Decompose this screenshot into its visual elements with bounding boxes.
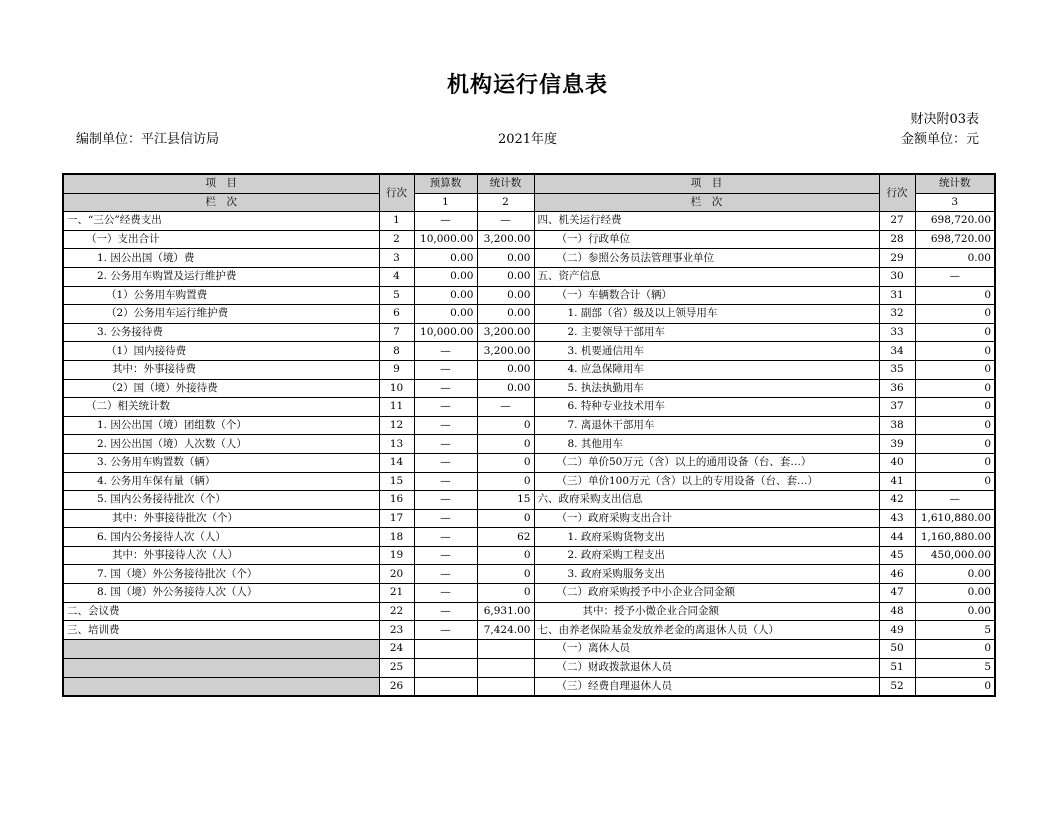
right-stat-value: — (915, 491, 995, 510)
right-stat-value: 5 (915, 621, 995, 640)
table-row (63, 677, 995, 696)
left-line-number: 25 (379, 658, 414, 677)
fiscal-year: 2021年度 (497, 132, 558, 147)
right-item-label: 3. 政府采购服务支出 (534, 565, 879, 584)
header-item-right: 项 目 (534, 174, 879, 193)
right-stat-value: 0 (915, 323, 995, 342)
left-line-number: 20 (379, 565, 414, 584)
left-line-number: 4 (379, 267, 414, 286)
left-item-label (63, 658, 379, 677)
stat-value (477, 639, 534, 658)
stat-value: 0 (477, 584, 534, 603)
budget-value: — (414, 602, 477, 621)
right-line-number: 44 (879, 528, 915, 547)
lan-ci-right: 栏 次 (534, 193, 879, 212)
left-item-label: 3. 公务接待费 (63, 323, 379, 342)
budget-value: 0.00 (414, 249, 477, 268)
right-stat-value: 0.00 (915, 602, 995, 621)
right-line-number: 29 (879, 249, 915, 268)
right-stat-value: 0 (915, 472, 995, 491)
table-row (63, 453, 995, 472)
right-item-label: （一）离休人员 (534, 639, 879, 658)
table-row (63, 546, 995, 565)
left-line-number: 6 (379, 305, 414, 324)
left-item-label: 1. 因公出国（境）团组数（个） (63, 416, 379, 435)
budget-value: 0.00 (414, 305, 477, 324)
right-stat-value: 0 (915, 398, 995, 417)
budget-value: — (414, 379, 477, 398)
right-stat-value: — (915, 267, 995, 286)
right-stat-value: 0 (915, 360, 995, 379)
header-hang-ci-right: 行次 (879, 174, 915, 212)
stat-value: 0 (477, 509, 534, 528)
table-row (63, 565, 995, 584)
right-stat-value: 0 (915, 416, 995, 435)
stat-value: 0 (477, 435, 534, 454)
left-line-number: 23 (379, 621, 414, 640)
table-row (63, 360, 995, 379)
budget-value: — (414, 416, 477, 435)
left-item-label: 三、培训费 (63, 621, 379, 640)
table-row (63, 621, 995, 640)
right-line-number: 52 (879, 677, 915, 696)
right-line-number: 33 (879, 323, 915, 342)
stat-value (477, 658, 534, 677)
left-item-label: 5. 国内公务接待批次（个） (63, 491, 379, 510)
right-item-label: 5. 执法执勤用车 (534, 379, 879, 398)
right-line-number: 42 (879, 491, 915, 510)
left-line-number: 16 (379, 491, 414, 510)
right-line-number: 32 (879, 305, 915, 324)
right-item-label: （一）车辆数合计（辆） (534, 286, 879, 305)
right-line-number: 37 (879, 398, 915, 417)
stat-value: 0.00 (477, 286, 534, 305)
budget-value: 0.00 (414, 267, 477, 286)
left-item-label: 一、“三公”经费支出 (63, 212, 379, 231)
right-item-label: 2. 政府采购工程支出 (534, 546, 879, 565)
right-item-label: （二）单价50万元（含）以上的通用设备（台、套…） (534, 453, 879, 472)
lan-ci-left: 栏 次 (63, 193, 379, 212)
left-line-number: 26 (379, 677, 414, 696)
table-row (63, 658, 995, 677)
left-item-label: 其中：外事接待人次（人） (63, 546, 379, 565)
right-stat-value: 0 (915, 342, 995, 361)
right-stat-value: 450,000.00 (915, 546, 995, 565)
left-item-label: （1）国内接待费 (63, 342, 379, 361)
table-row (63, 528, 995, 547)
left-item-label: 其中：外事接待批次（个） (63, 509, 379, 528)
left-line-number: 14 (379, 453, 414, 472)
header-budget: 预算数 (414, 174, 477, 193)
right-item-label: 7. 离退休干部用车 (534, 416, 879, 435)
budget-value: — (414, 546, 477, 565)
right-stat-value: 0 (915, 305, 995, 324)
left-item-label: 4. 公务用车保有量（辆） (63, 472, 379, 491)
right-line-number: 45 (879, 546, 915, 565)
table-row (63, 398, 995, 417)
right-stat-value: 698,720.00 (915, 212, 995, 231)
right-item-label: （一）政府采购支出合计 (534, 509, 879, 528)
right-stat-value: 5 (915, 658, 995, 677)
right-line-number: 46 (879, 565, 915, 584)
right-item-label: （二）参照公务员法管理事业单位 (534, 249, 879, 268)
left-line-number: 17 (379, 509, 414, 528)
left-item-label: （2）国（境）外接待费 (63, 379, 379, 398)
right-line-number: 50 (879, 639, 915, 658)
col-index-3: 3 (915, 193, 995, 212)
table-row (63, 230, 995, 249)
table-row (63, 267, 995, 286)
budget-value: 0.00 (414, 286, 477, 305)
right-stat-value: 0.00 (915, 249, 995, 268)
budget-value: — (414, 360, 477, 379)
left-item-label: 8. 国（境）外公务接待人次（人） (63, 584, 379, 603)
compiling-unit: 编制单位：平江县信访局 (76, 132, 220, 147)
left-item-label: 1. 因公出国（境）费 (63, 249, 379, 268)
budget-value (414, 677, 477, 696)
left-line-number: 19 (379, 546, 414, 565)
table-row (63, 286, 995, 305)
table-row (63, 491, 995, 510)
stat-value: 0.00 (477, 379, 534, 398)
right-line-number: 30 (879, 267, 915, 286)
right-line-number: 35 (879, 360, 915, 379)
left-item-label: 7. 国（境）外公务接待批次（个） (63, 565, 379, 584)
stat-value: 0.00 (477, 249, 534, 268)
left-line-number: 5 (379, 286, 414, 305)
left-item-label: 3. 公务用车购置数（辆） (63, 453, 379, 472)
stat-value: 62 (477, 528, 534, 547)
budget-value: 10,000.00 (414, 323, 477, 342)
left-item-label: （2）公务用车运行维护费 (63, 305, 379, 324)
right-item-label: （三）单价100万元（含）以上的专用设备（台、套…） (534, 472, 879, 491)
left-item-label: 2. 公务用车购置及运行维护费 (63, 267, 379, 286)
right-item-label: （三）经费自理退休人员 (534, 677, 879, 696)
budget-value: — (414, 472, 477, 491)
header-stat: 统计数 (477, 174, 534, 193)
table-row (63, 509, 995, 528)
right-stat-value: 0.00 (915, 565, 995, 584)
right-line-number: 28 (879, 230, 915, 249)
header-row (63, 174, 995, 193)
table-row (63, 639, 995, 658)
left-line-number: 22 (379, 602, 414, 621)
stat-value: 0 (477, 416, 534, 435)
left-line-number: 15 (379, 472, 414, 491)
right-line-number: 49 (879, 621, 915, 640)
right-stat-value: 0 (915, 286, 995, 305)
left-item-label (63, 677, 379, 696)
stat-value (477, 677, 534, 696)
report-title: 机构运行信息表 (446, 72, 608, 98)
left-item-label: 6. 国内公务接待人次（人） (63, 528, 379, 547)
stat-value: 3,200.00 (477, 230, 534, 249)
right-stat-value: 698,720.00 (915, 230, 995, 249)
right-item-label: 六、政府采购支出信息 (534, 491, 879, 510)
right-line-number: 41 (879, 472, 915, 491)
left-line-number: 10 (379, 379, 414, 398)
budget-value (414, 658, 477, 677)
left-line-number: 3 (379, 249, 414, 268)
stat-value: 0.00 (477, 267, 534, 286)
right-line-number: 36 (879, 379, 915, 398)
stat-value: 3,200.00 (477, 342, 534, 361)
left-line-number: 11 (379, 398, 414, 417)
table-row (63, 379, 995, 398)
header-item: 项 目 (63, 174, 379, 193)
left-item-label: 二、会议费 (63, 602, 379, 621)
budget-value: — (414, 621, 477, 640)
right-item-label: 6. 特种专业技术用车 (534, 398, 879, 417)
col-index-2: 2 (477, 193, 534, 212)
budget-value: — (414, 565, 477, 584)
right-stat-value: 0 (915, 639, 995, 658)
right-stat-value: 0.00 (915, 584, 995, 603)
left-line-number: 9 (379, 360, 414, 379)
table-row (63, 323, 995, 342)
right-item-label: 七、由养老保险基金发放养老金的离退休人员（人） (534, 621, 879, 640)
right-line-number: 43 (879, 509, 915, 528)
money-unit: 金额单位：元 (900, 132, 979, 147)
table-row (63, 342, 995, 361)
table-row (63, 584, 995, 603)
budget-value: — (414, 212, 477, 231)
right-item-label: 2. 主要领导干部用车 (534, 323, 879, 342)
header-hang-ci: 行次 (379, 174, 414, 212)
right-line-number: 34 (879, 342, 915, 361)
right-item-label: 1. 政府采购货物支出 (534, 528, 879, 547)
stat-value: 0 (477, 546, 534, 565)
left-line-number: 18 (379, 528, 414, 547)
column-index-row (63, 193, 995, 212)
stat-value: — (477, 212, 534, 231)
table-row (63, 602, 995, 621)
budget-value: — (414, 584, 477, 603)
left-line-number: 24 (379, 639, 414, 658)
stat-value: — (477, 398, 534, 417)
right-item-label: （一）行政单位 (534, 230, 879, 249)
right-item-label: 五、资产信息 (534, 267, 879, 286)
stat-value: 0 (477, 472, 534, 491)
table-row (63, 305, 995, 324)
operations-info-table (62, 173, 996, 697)
stat-value: 0.00 (477, 305, 534, 324)
stat-value: 7,424.00 (477, 621, 534, 640)
stat-value: 0 (477, 565, 534, 584)
header-stat-right: 统计数 (915, 174, 995, 193)
table-row (63, 472, 995, 491)
right-stat-value: 1,160,880.00 (915, 528, 995, 547)
right-item-label: （二）财政拨款退休人员 (534, 658, 879, 677)
budget-value: — (414, 509, 477, 528)
right-stat-value: 0 (915, 453, 995, 472)
left-line-number: 7 (379, 323, 414, 342)
right-line-number: 47 (879, 584, 915, 603)
left-item-label: （1）公务用车购置费 (63, 286, 379, 305)
budget-value: — (414, 435, 477, 454)
left-item-label: 2. 因公出国（境）人次数（人） (63, 435, 379, 454)
table-row (63, 435, 995, 454)
right-line-number: 48 (879, 602, 915, 621)
left-line-number: 21 (379, 584, 414, 603)
right-stat-value: 0 (915, 435, 995, 454)
right-item-label: （二）政府采购授予中小企业合同金额 (534, 584, 879, 603)
budget-value (414, 639, 477, 658)
budget-value: — (414, 491, 477, 510)
table-row (63, 249, 995, 268)
budget-value: — (414, 398, 477, 417)
right-stat-value: 0 (915, 379, 995, 398)
right-item-label: 1. 副部（省）级及以上领导用车 (534, 305, 879, 324)
budget-value: 10,000.00 (414, 230, 477, 249)
form-number: 财决附03表 (910, 112, 979, 127)
left-line-number: 1 (379, 212, 414, 231)
right-line-number: 51 (879, 658, 915, 677)
stat-value: 0 (477, 453, 534, 472)
right-stat-value: 1,610,880.00 (915, 509, 995, 528)
right-line-number: 27 (879, 212, 915, 231)
right-item-label: 其中：授予小微企业合同金额 (534, 602, 879, 621)
right-stat-value: 0 (915, 677, 995, 696)
right-item-label: 8. 其他用车 (534, 435, 879, 454)
budget-value: — (414, 342, 477, 361)
right-item-label: 四、机关运行经费 (534, 212, 879, 231)
left-item-label: 其中：外事接待费 (63, 360, 379, 379)
budget-value: — (414, 528, 477, 547)
stat-value: 0.00 (477, 360, 534, 379)
right-item-label: 4. 应急保障用车 (534, 360, 879, 379)
table-row (63, 212, 995, 231)
right-line-number: 40 (879, 453, 915, 472)
left-line-number: 12 (379, 416, 414, 435)
right-item-label: 3. 机要通信用车 (534, 342, 879, 361)
left-item-label: （一）支出合计 (63, 230, 379, 249)
left-item-label (63, 639, 379, 658)
stat-value: 6,931.00 (477, 602, 534, 621)
col-index-1: 1 (414, 193, 477, 212)
table-row (63, 416, 995, 435)
left-item-label: （二）相关统计数 (63, 398, 379, 417)
left-line-number: 8 (379, 342, 414, 361)
budget-value: — (414, 453, 477, 472)
stat-value: 15 (477, 491, 534, 510)
right-line-number: 39 (879, 435, 915, 454)
right-line-number: 31 (879, 286, 915, 305)
stat-value: 3,200.00 (477, 323, 534, 342)
right-line-number: 38 (879, 416, 915, 435)
left-line-number: 2 (379, 230, 414, 249)
left-line-number: 13 (379, 435, 414, 454)
